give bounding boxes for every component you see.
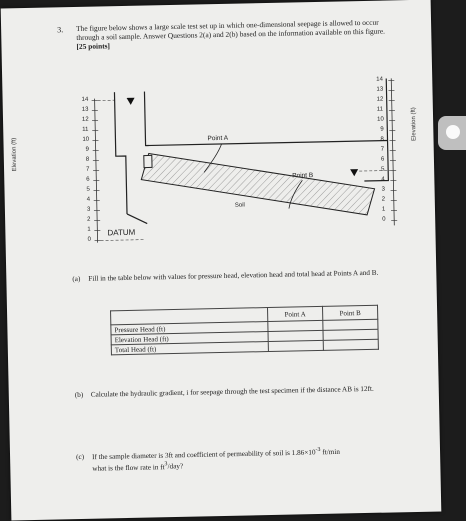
water-level-right-icon (350, 169, 358, 176)
tick-right: 13 (376, 86, 384, 93)
tick-left: 2 (87, 216, 91, 223)
soil-label: Soil (234, 202, 245, 209)
question-body: The figure below shows a large scale test set up in which one-dimensional seepage is allowed to occur through a soil sample. Answer Questions 2(a) and 2(b) based on the information available on this figure. (76, 17, 386, 43)
tick-left: 10 (82, 136, 90, 143)
tick-left: 8 (85, 156, 90, 163)
part-c-label: (c) (76, 453, 85, 462)
question-points: [25 points] (76, 41, 111, 52)
tick-right: 4 (381, 176, 385, 183)
right-tank-wall (362, 78, 388, 180)
water-level-left-icon (127, 98, 135, 105)
part-b (75, 384, 405, 400)
tick-right: 5 (381, 166, 385, 173)
part-c-exponent-1: -3 (315, 446, 321, 454)
part-b-label: (b) (74, 390, 84, 400)
row-label-pressure-head: Pressure Head (ft) (111, 322, 268, 335)
tick-right: 3 (381, 186, 385, 193)
part-b-text: Calculate the hydraulic gradient, i for seepage through the test specimen if the distance AB is 12ft. (90, 384, 374, 399)
tick-right: 0 (382, 216, 386, 223)
right-axis-ticks (388, 80, 397, 220)
part-c-text-1: If the sample diameter is 3ft and coefficient of permeability of soil is 1.86×10 (92, 448, 316, 462)
part-c-text-3: what is the flow rate in ft (92, 463, 165, 473)
tick-left: 13 (81, 106, 89, 113)
upper-duct-top (146, 140, 388, 145)
row-label-total-head: Total Head (ft) (111, 342, 268, 355)
cell-total-head-a[interactable] (268, 340, 323, 351)
tick-right: 9 (380, 126, 384, 133)
tick-right: 14 (376, 76, 384, 83)
y-axis-label-right: Elevation (ft) (410, 107, 418, 141)
part-a (72, 268, 402, 284)
table-header-point-b: Point B (322, 305, 377, 320)
tick-left: 7 (86, 166, 90, 173)
tick-left: 0 (87, 236, 91, 243)
heads-table (110, 305, 379, 356)
tick-right: 2 (381, 196, 386, 203)
point-b-label: Point B (292, 172, 314, 180)
tick-left: 9 (85, 146, 90, 153)
right-water-level-line (359, 170, 390, 171)
tick-right: 11 (376, 106, 384, 113)
part-c-exponent-2: 3 (164, 461, 168, 468)
side-tab[interactable] (438, 116, 466, 150)
left-tank-inner-wall (144, 92, 148, 146)
soil-specimen (141, 149, 375, 220)
tick-left: 5 (86, 186, 90, 193)
tick-right: 8 (380, 136, 384, 143)
tick-left: 6 (86, 176, 90, 183)
specimen-end-left (144, 155, 152, 167)
point-a-label: Point A (207, 134, 229, 143)
part-c-text-4: /day? (167, 462, 184, 471)
row-label-elevation-head: Elevation Head (ft) (111, 332, 268, 345)
table-header-point-a: Point A (268, 306, 323, 321)
tick-right: 7 (380, 146, 385, 153)
cell-total-head-b[interactable] (323, 339, 378, 350)
tick-right: 10 (377, 116, 384, 123)
datum-label: DATUM (107, 227, 136, 238)
tick-left: 4 (86, 196, 91, 203)
tick-right: 12 (376, 96, 384, 103)
tick-left: 3 (86, 206, 91, 213)
part-a-label: (a) (72, 274, 81, 284)
tick-left: 14 (81, 96, 89, 103)
left-axis-ticks (92, 101, 101, 241)
y-axis-label-left: Elevation (ft) (11, 137, 19, 172)
document-page (1, 0, 442, 520)
tick-left: 12 (81, 116, 89, 123)
tick-right: 6 (380, 156, 385, 163)
tick-left: 11 (82, 126, 89, 133)
circle-icon (446, 125, 460, 139)
tick-left: 1 (87, 226, 91, 233)
part-c-text-2: ft/min (320, 447, 340, 457)
left-tank-outer-wall (114, 92, 127, 214)
question-number: 3. (57, 25, 64, 35)
part-a-text: Fill in the table below with values for pressure head, elevation head and total head at Points A and B. (88, 268, 379, 283)
tick-right: 1 (381, 206, 386, 213)
datum-line (101, 240, 146, 241)
part-c (76, 444, 406, 474)
left-tank-bottom (127, 214, 147, 224)
